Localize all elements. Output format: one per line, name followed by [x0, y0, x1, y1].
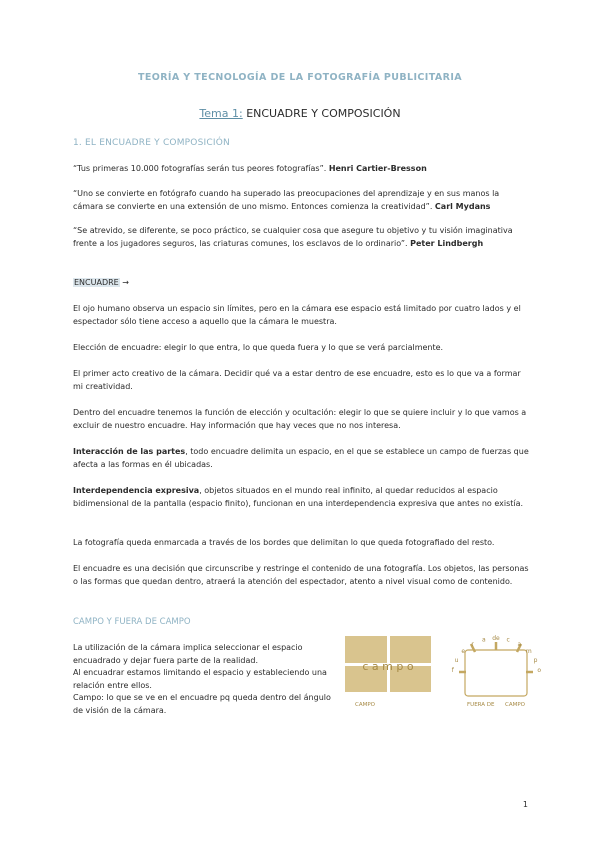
arc-letter: e: [461, 647, 466, 655]
arc-letter: a: [517, 640, 522, 648]
arc-letter: de: [492, 635, 500, 642]
arc-letter: m: [525, 647, 532, 655]
topic-title: ENCUADRE Y COMPOSICIÓN: [242, 107, 401, 120]
definition: , objetos situados en el mundo real infinito, al quedar reducidos al espacio bidimensional de la pantalla (espacio finito), funcionan en una interdependencia expresiva que antes no existía.: [73, 486, 524, 508]
topic-link[interactable]: Tema 1:: [199, 107, 243, 120]
section-heading: 1. EL ENCUADRE Y COMPOSICIÓN: [73, 138, 230, 148]
quote-author: Peter Lindbergh: [410, 238, 484, 248]
definition: , todo encuadre delimita un espacio, en el que se establece un campo de fuerzas que afecta a las formas en él ubicadas.: [73, 447, 529, 469]
arc-letter: f: [451, 667, 454, 675]
campo-heading: CAMPO Y FUERA DE CAMPO: [73, 617, 191, 627]
quote-text: “Se atrevido, se diferente, se poco práctico, se cualquier cosa que asegure tu objetivo y tu visión imaginativa frente a los jugadores seguros, las criaturas comunes, los esclavos de lo ordinario”.: [73, 226, 513, 248]
quote-text: “Tus primeras 10.000 fotografías serán tus peores fotografías”.: [73, 164, 329, 173]
quote-2: [73, 188, 531, 213]
encuadre-heading: [73, 277, 531, 290]
paragraph: [73, 446, 531, 471]
paragraph: Elección de encuadre: elegir lo que entra, lo que queda fuera y lo que se verá parcialmente.: [73, 343, 444, 352]
campo-word: c a m p o: [362, 660, 414, 673]
term: Interacción de las partes: [73, 447, 186, 456]
arc-letter: p: [533, 656, 538, 664]
campo-line: La utilización de la cámara implica seleccionar el espacio encuadrado y dejar fuera parte de la realidad.: [73, 643, 303, 665]
campo-text: [73, 642, 333, 717]
quote-text: “Uno se convierte en fotógrafo cuando ha superado las preocupaciones del aprendizaje y en sus manos la cámara se convierte en una extensión de uno mismo. Entonces comienza la creatividad”.: [73, 189, 500, 211]
campo-fuera-de-campo-figure: [345, 630, 545, 710]
frame-ticks: [459, 642, 533, 672]
inner-frame: [465, 650, 527, 696]
arrow-icon: →: [119, 278, 129, 287]
quote-author: Henri Cartier-Bresson: [328, 164, 427, 173]
arc-letter: r: [471, 640, 474, 648]
quote-1: [73, 163, 531, 176]
quote-author: Carl Mydans: [434, 201, 491, 211]
paragraph: El primer acto creativo de la cámara. Decidir qué va a estar dentro de ese encuadre, esto es lo que va a formar mi creatividad.: [73, 369, 521, 391]
paragraph: El ojo humano observa un espacio sin límites, pero en la cámara ese espacio está limitado por cuatro lados y el espectador sólo tiene acceso a aquello que la cámara le muestra.: [73, 304, 521, 326]
topic-heading: [0, 107, 600, 120]
arc-letter: u: [454, 656, 459, 664]
course-title: TEORÍA Y TECNOLOGÍA DE LA FOTOGRAFÍA PUBLICITARIA: [137, 72, 463, 83]
campo-line: Al encuadrar estamos limitando el espacio y estableciendo una relación entre ellos.: [73, 668, 327, 690]
quote-3: [73, 225, 531, 250]
campo-diagram: [345, 636, 431, 708]
term: Interdependencia expresiva: [73, 486, 200, 495]
campo-caption-right: CAMPO: [505, 702, 525, 708]
fuera-de-campo-diagram: [452, 635, 542, 708]
arc-letter: c: [506, 636, 510, 644]
page-number: 1: [522, 800, 528, 809]
paragraph: Dentro del encuadre tenemos la función de elección y ocultación: elegir lo que se quiere incluir y lo que vamos a excluir de nuestro encuadre. Hay información que hay veces que no nos interesa.: [73, 408, 527, 430]
campo-line: Campo: lo que se ve en el encuadre pq queda dentro del ángulo de visión de la cámara.: [73, 693, 331, 715]
paragraph: La fotografía queda enmarcada a través de los bordes que delimitan lo que queda fotografiado del resto.: [73, 538, 495, 547]
paragraph: El encuadre es una decisión que circunscribe y restringe el contenido de una fotografía. Los objetos, las personas o las formas que quedan dentro, atraerá la atención del espectador, atento a nivel visual como de contenido.: [73, 564, 529, 586]
paragraph: [73, 485, 531, 510]
arc-letter: a: [481, 636, 486, 644]
campo-caption: CAMPO: [355, 702, 375, 708]
arc-letter: o: [537, 667, 542, 675]
encuadre-label: ENCUADRE: [74, 278, 119, 287]
fuera-de-caption: FUERA DE: [467, 702, 495, 708]
